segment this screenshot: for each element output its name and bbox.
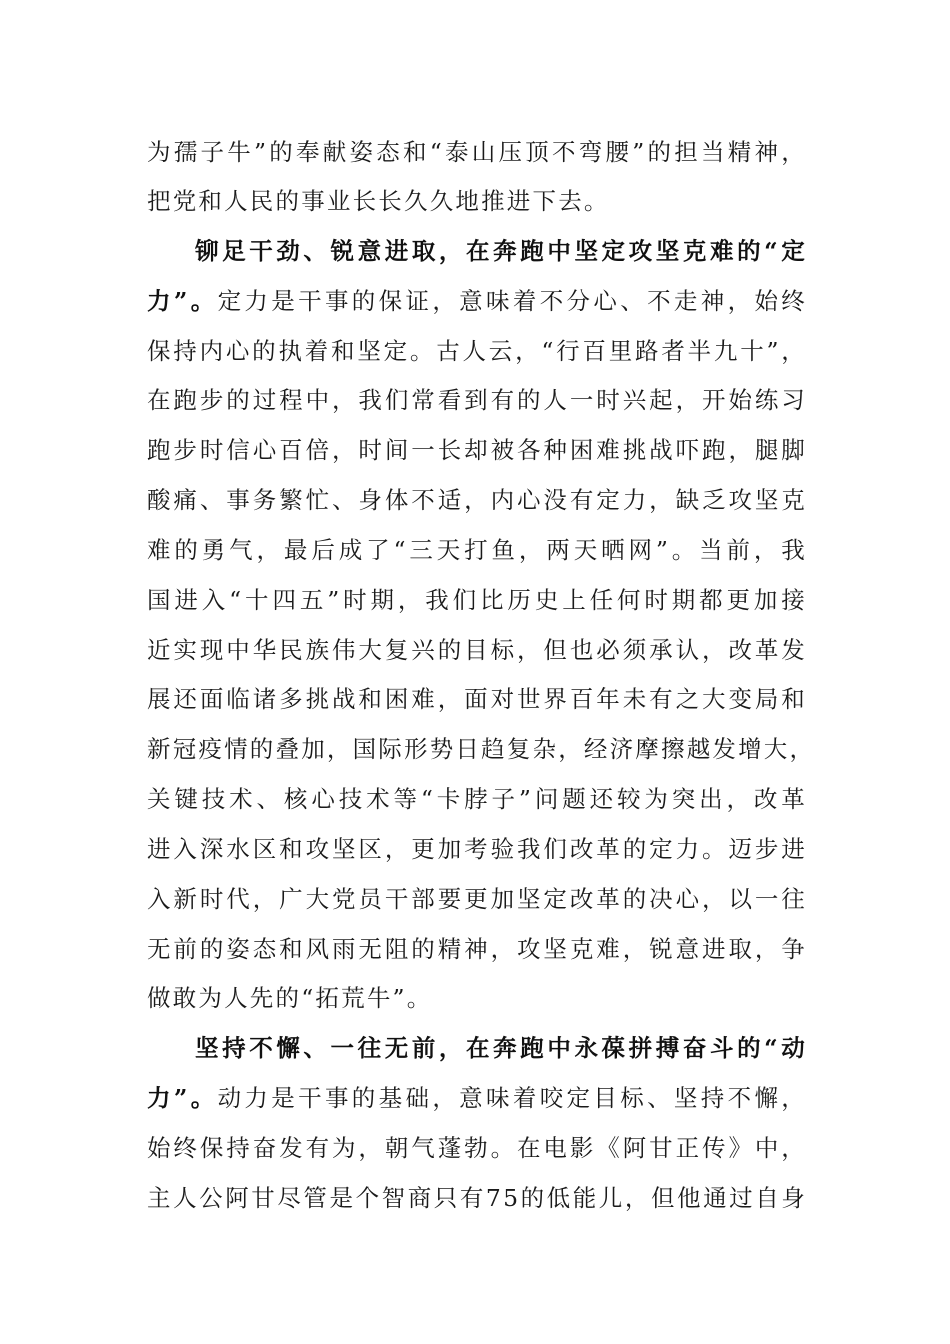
text-line (147, 779, 807, 819)
text-line (147, 630, 807, 670)
text-segment: 做敢为人先的“拓荒牛”。 (147, 984, 433, 1012)
section-heading-line (195, 1028, 807, 1068)
text-segment: 把党和人民的事业长长久久地推进下去。 (147, 187, 610, 215)
text-line (147, 181, 807, 221)
section-heading: 力”。 (147, 287, 218, 315)
text-line (147, 978, 807, 1018)
text-line (147, 729, 816, 769)
text-segment: 保持内心的执着和坚定。古人云，“行百里路者半九十”， (147, 337, 807, 365)
text-segment: 酸痛、事务繁忙、身体不适，内心没有定力，缺乏攻坚克 (147, 486, 807, 514)
text-line (147, 929, 807, 969)
text-segment: 展还面临诸多挑战和困难，面对世界百年未有之大变局和 (147, 685, 807, 713)
text-segment: 定力是干事的保证，意味着不分心、不走神，始终 (217, 287, 807, 315)
section-heading-line (195, 231, 807, 271)
text-line (147, 331, 807, 371)
text-segment: 国进入“十四五”时期，我们比历史上任何时期都更加接 (147, 586, 807, 614)
text-segment: 入新时代，广大党员干部要更加坚定改革的决心，以一往 (147, 885, 807, 913)
section-heading: 力”。 (147, 1084, 218, 1112)
text-segment: 跑步时信心百倍，时间一长却被各种困难挑战吓跑，腿脚 (147, 436, 807, 464)
text-segment: 进入深水区和攻坚区，更加考验我们改革的定力。迈步进 (147, 835, 807, 863)
text-line (147, 1178, 807, 1218)
text-line (147, 1078, 807, 1118)
text-segment: 始终保持奋发有为，朝气蓬勃。在电影《阿甘正传》中， (147, 1134, 807, 1162)
text-segment: 主人公阿甘尽管是个智商只有75的低能儿，但他通过自身 (147, 1184, 807, 1212)
text-segment: 动力是干事的基础，意味着咬定目标、坚持不懈， (217, 1084, 807, 1112)
section-heading: 坚持不懈、一往无前，在奔跑中永葆拼搏奋斗的“动 (195, 1034, 807, 1062)
text-segment: 难的勇气，最后成了“三天打鱼，两天晒网”。当前，我 (147, 536, 807, 564)
text-line (147, 281, 807, 321)
text-segment: 关键技术、核心技术等“卡脖子”问题还较为突出，改革 (147, 785, 807, 813)
text-line (147, 380, 807, 420)
text-segment: 新冠疫情的叠加，国际形势日趋复杂，经济摩擦越发增大， (147, 735, 816, 763)
text-line (147, 430, 807, 470)
text-line (147, 1128, 807, 1168)
text-segment: 在跑步的过程中，我们常看到有的人一时兴起，开始练习 (147, 386, 807, 414)
text-line (147, 829, 807, 869)
text-segment: 无前的姿态和风雨无阻的精神，攻坚克难，锐意进取，争 (147, 935, 807, 963)
section-heading: 铆足干劲、锐意进取，在奔跑中坚定攻坚克难的“定 (195, 237, 807, 265)
text-line (147, 679, 807, 719)
text-line (147, 530, 807, 570)
text-line (147, 879, 807, 919)
text-line (147, 580, 807, 620)
text-line (147, 480, 807, 520)
text-segment: 近实现中华民族伟大复兴的目标，但也必须承认，改革发 (147, 636, 807, 664)
text-line (147, 132, 807, 172)
text-segment: 为孺子牛”的奉献姿态和“泰山压顶不弯腰”的担当精神， (147, 138, 807, 166)
